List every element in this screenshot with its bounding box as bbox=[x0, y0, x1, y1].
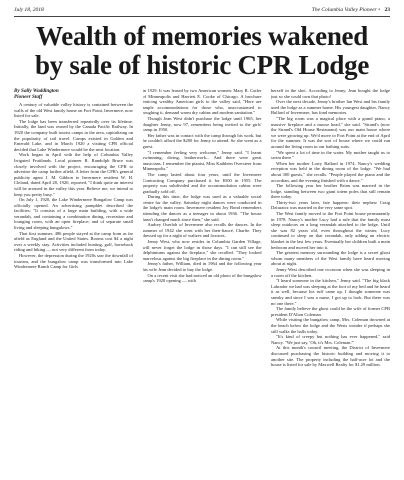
paragraph: "I remember feeling very welcome," Jenny said. "I learnt swimming, diving, leatherwork... And there were great musicians. I remember the pianist, Miss Kathleen Oversteer from Minneapolis." bbox=[142, 149, 262, 172]
byline bbox=[14, 88, 133, 100]
paper-name bbox=[312, 7, 380, 13]
paragraph: On July 1, 1920, the Lake Windermere Bungalow Camp was officially opened. An advertising pamphlet described the facilities: "It consists of a large main building, with a wide verandah, and containing a combination dining, recreation and lounging room, with an open fireplace; and of separate small living and sleeping bungalows." bbox=[14, 197, 133, 231]
header-bullet: • bbox=[378, 7, 380, 13]
article-body bbox=[14, 88, 390, 473]
paragraph: "The big room was a magical place with a grand piano, a massive fireplace and a moose head," she said. "Strand's (now the Strand's Old House Restaurant) was our main house where we were growing up. We'd move to Fort Point at the end of April for the summer. It was the sort of house where we could run around the living room in our bathing suits. bbox=[271, 115, 390, 149]
paragraph: Audrey Oserloh of Invermere also recalls the dances. In the summer of 1942 she went with her then-fiancé, Charlie. They dressed up for a night of waltzes and foxtrots. bbox=[142, 222, 262, 239]
paragraph: Though Jean West didn't purchase the lodge until 1965, her daughter Jenny, now 97, remembers being invited to the girls' camp in 1950. bbox=[142, 115, 262, 133]
paragraph: At this month's council meeting, the District of Invermere discussed purchasing the historic building and moving it to another site. The property including the half-acre lot and the house is listed for sale by Maxwell Realty for $1.29 million. bbox=[271, 345, 390, 368]
paper-title: The Columbia Valley Pioneer bbox=[311, 7, 377, 13]
paragraph: herself in the shot. According to Jenny, Jean bought the lodge just so she could own that photo! bbox=[271, 88, 390, 99]
paragraph: "I heard someone in the kitchen," Jenny said. "The big black Labrador we had was sleeping at the foot of my bed and he heard it as well, because his ruff came up. I thought someone was sneaky and since I was a nurse, I got up to look. But there was no one there." bbox=[271, 278, 390, 306]
headline-line-1: Wealth of memories wakened bbox=[36, 21, 368, 51]
paragraph: During this time, the lodge was used as a valuable social centre for the valley. Saturday night dances were conducted in the lodge's main room. Invermere resident Joy Bond remembers attending the dances as a teenager in about 1936. "The house hasn't changed much since then," she said. bbox=[142, 194, 262, 222]
paragraph: in 1929. It was leased by two American women: Mary R. Cutler of Minneapolis and Harriett E. Cooke of Chicago. A brochure enticing wealthy American girls to the valley said, "Here are ample accommodations for those who, unaccustomed to roughing it, demand warm dry cabins and modern sanitation." bbox=[142, 88, 262, 116]
paragraph: Jenny West, who now resides in Columbia Garden Village, will never forget the lodge in those days. "I can still see the delphiniums against the fireplace," she recalled. "They looked marvelous against the big fireplace in the dining room." bbox=[142, 239, 262, 261]
paragraph: "We spent a lot of time in the water. My mother taught us to swim there." bbox=[271, 149, 390, 161]
paragraph: Jenny West described one occasion when she was sleeping in a room off the kitchen. bbox=[271, 267, 390, 278]
headline bbox=[14, 22, 390, 80]
paragraph: The camp lasted about four years, until the Invermere Contracting Company purchased it for $500 in 1955. The property was subdivided and the accommodation cabins were gradually sold off. bbox=[142, 171, 262, 194]
page-number: 23 bbox=[384, 7, 390, 13]
byline-role: Pioneer Staff bbox=[14, 94, 43, 100]
paragraph: That first summer, 486 people stayed at the camp from as far afield as England and the United States. Rooms cost $4 a night over a weekly stay. Activities included boating, golf, horseback riding and hiking — not very different from today. bbox=[14, 230, 133, 253]
byline-author: By Sally Waddington bbox=[14, 88, 59, 94]
paragraph: The following year her brother Brian was married in the lodge, standing between two giant totem poles that still remain there today. bbox=[271, 183, 390, 200]
paragraph: The lodge has been transferred repeatedly over its lifetime. Initially, the land was owned by the Canada Pacific Railway. In 1920 the company built tourist camps in the area, capitalizing on the popularity of rail travel. Camps existed in Golden and Emerald Lake, and in March 1920 a visiting CPR official decided that Lake Windermere would be the next location. bbox=[14, 118, 133, 152]
paragraph: Work began in April with the help of Columbia Valley Irrigated Fruitlands. Local pioneer R. Randolph Bruce was closely involved with the project, encouraging the CPR to advertise the camp further afield. A letter from the CPR's general publicity agent J. M. Gibbon to Invermere resident W. H. Cleland, dated April 28, 1920, reported, "I think quite an interest will be aroused in the valley this year. Believe me, we intend to keep you pretty busy." bbox=[14, 152, 133, 197]
paragraph: Jenny's father, William, died in 1964 and the following year his wife Jean decided to buy the lodge. bbox=[142, 261, 262, 272]
paragraph: The family believe the ghost could be the wife of former CPR president D'Alton Coleman. bbox=[271, 306, 390, 317]
paragraph: The West family moved to the Fort Point house permanently in 1978. Nancy's mother Lucy had a rule that the family must sleep outdoors on a long verandah attached to the lodge. Until she was 82 years old, even throughout the winter, Lucy continued to sleep on that verandah, only adding an electric blanket in the last few years. Eventually her children built a main bedroom and moved her into it. bbox=[271, 211, 390, 250]
headline-line-2: by sale of historic CPR Lodge bbox=[34, 50, 370, 80]
paragraph: Her father was in contact with the camp through his work, but he couldn't afford the $200 for Jenny to attend. So she went as a guest. bbox=[142, 132, 262, 149]
column-3 bbox=[271, 88, 390, 473]
issue-date: July 18, 2018 bbox=[14, 7, 44, 13]
column-2 bbox=[143, 88, 262, 473]
paragraph: When her mother Lorry Ballard in 1974, Nancy's wedding reception was held in the dining room of the lodge. "We had about 300 guests," she recalls. "People played the piano and the accordian, and the evening finished with a dance." bbox=[271, 160, 390, 183]
paragraph: While visiting the bungalow camp, Mrs. Coleman drowned at the beach below the lodge and the Wests wonder if perhaps she still walks the halls today. bbox=[271, 317, 390, 334]
paragraph: Over the next decade, Jenny's brother Ian West and his family used the lodge as a summer home. His youngest daughter, Nancy Bullard of Invermere, has fond memories. bbox=[271, 99, 390, 116]
paragraph: On a recent visit she had noticed an old photo of the bungalow camp's 1920 opening — with bbox=[142, 272, 262, 284]
paragraph: However, the depression during the 1920s saw the downfall of tourism, and the bungalow camp was transformed into Lake Windermere Ranch Camp for Girls bbox=[14, 253, 133, 270]
paragraph: Thirty-two years later, fate happens: their nephew Craig Dziuraicz was married in the very same spot. bbox=[271, 199, 390, 211]
paragraph: "It's kind of creepy but nothing has ever happened," said Nancy. "We just say, 'Oh, it's Mrs. Coleman.'" bbox=[271, 334, 390, 345]
paragraph: A century of valuable valley history is contained between the walls of the old West family home on Fort Point, Invermere, now listed for sale. bbox=[14, 102, 133, 119]
paragraph: The greatest memory surrounding the lodge is a secret ghost whom many members of the West family have heard moving about at night. bbox=[271, 250, 390, 267]
header-rule bbox=[14, 16, 390, 17]
column-1 bbox=[14, 88, 133, 473]
